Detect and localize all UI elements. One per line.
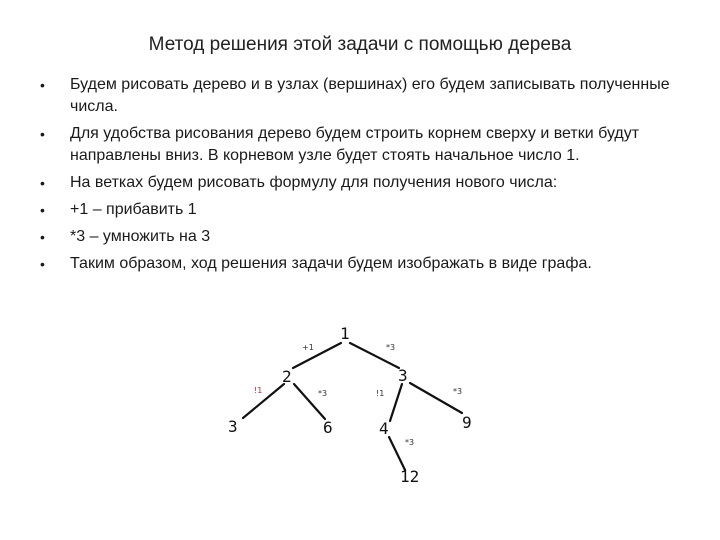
tree-node-2: 2 (282, 367, 292, 386)
tree-node-4: 4 (379, 419, 389, 438)
bullet-text-5: *3 – умножить на 3 (70, 228, 211, 245)
tree-node-12: 12 (400, 467, 420, 486)
bullet-text-3: На ветках будем рисовать формулу для получения нового числа: (70, 174, 558, 191)
edge-n4-n12 (389, 437, 405, 470)
edge-label-root-n2: +1 (302, 343, 314, 352)
bullet-text-1: Будем рисовать дерево и в узлах (вершинах) его будем записывать полученные числа. (70, 76, 670, 115)
tree-node-3-left: 3 (228, 417, 238, 436)
bullet-text-6: Таким образом, ход решения задачи будем изображать в виде графа. (70, 255, 592, 272)
slide-title: Метод решения этой задачи с помощью дерева (148, 34, 572, 55)
edge-label-root-n3b: *3 (386, 343, 396, 352)
bullet-dot: • (40, 202, 45, 218)
bullet-text-2: Для удобства рисования дерево будем строить корнем сверху и ветки будут направлены вниз. В корневом узле будет стоять начальное число 1. (70, 125, 640, 164)
edge-n2-n3a (243, 384, 284, 418)
tree-node-root: 1 (340, 324, 350, 343)
bullet-dot: • (40, 229, 45, 245)
tree-node-9: 9 (462, 413, 472, 432)
bullet-dot: • (40, 175, 45, 191)
tree-node-6: 6 (323, 418, 333, 437)
bullet-dot: • (40, 256, 45, 272)
edge-label-n4-n12: *3 (405, 438, 415, 447)
edge-root-n2 (293, 343, 341, 368)
edge-label-n2-n6: *3 (318, 389, 328, 398)
bullet-dot: • (40, 77, 45, 93)
edge-label-n3b-n9: *3 (453, 387, 463, 396)
tree-node-3-right: 3 (398, 366, 408, 385)
edge-label-n2-n3a: !1 (254, 386, 263, 395)
bullet-dot: • (40, 126, 45, 142)
edge-n3b-n4 (390, 384, 402, 421)
bullet-text-4: +1 – прибавить 1 (70, 201, 197, 218)
edge-label-n3b-n4: !1 (376, 389, 385, 398)
